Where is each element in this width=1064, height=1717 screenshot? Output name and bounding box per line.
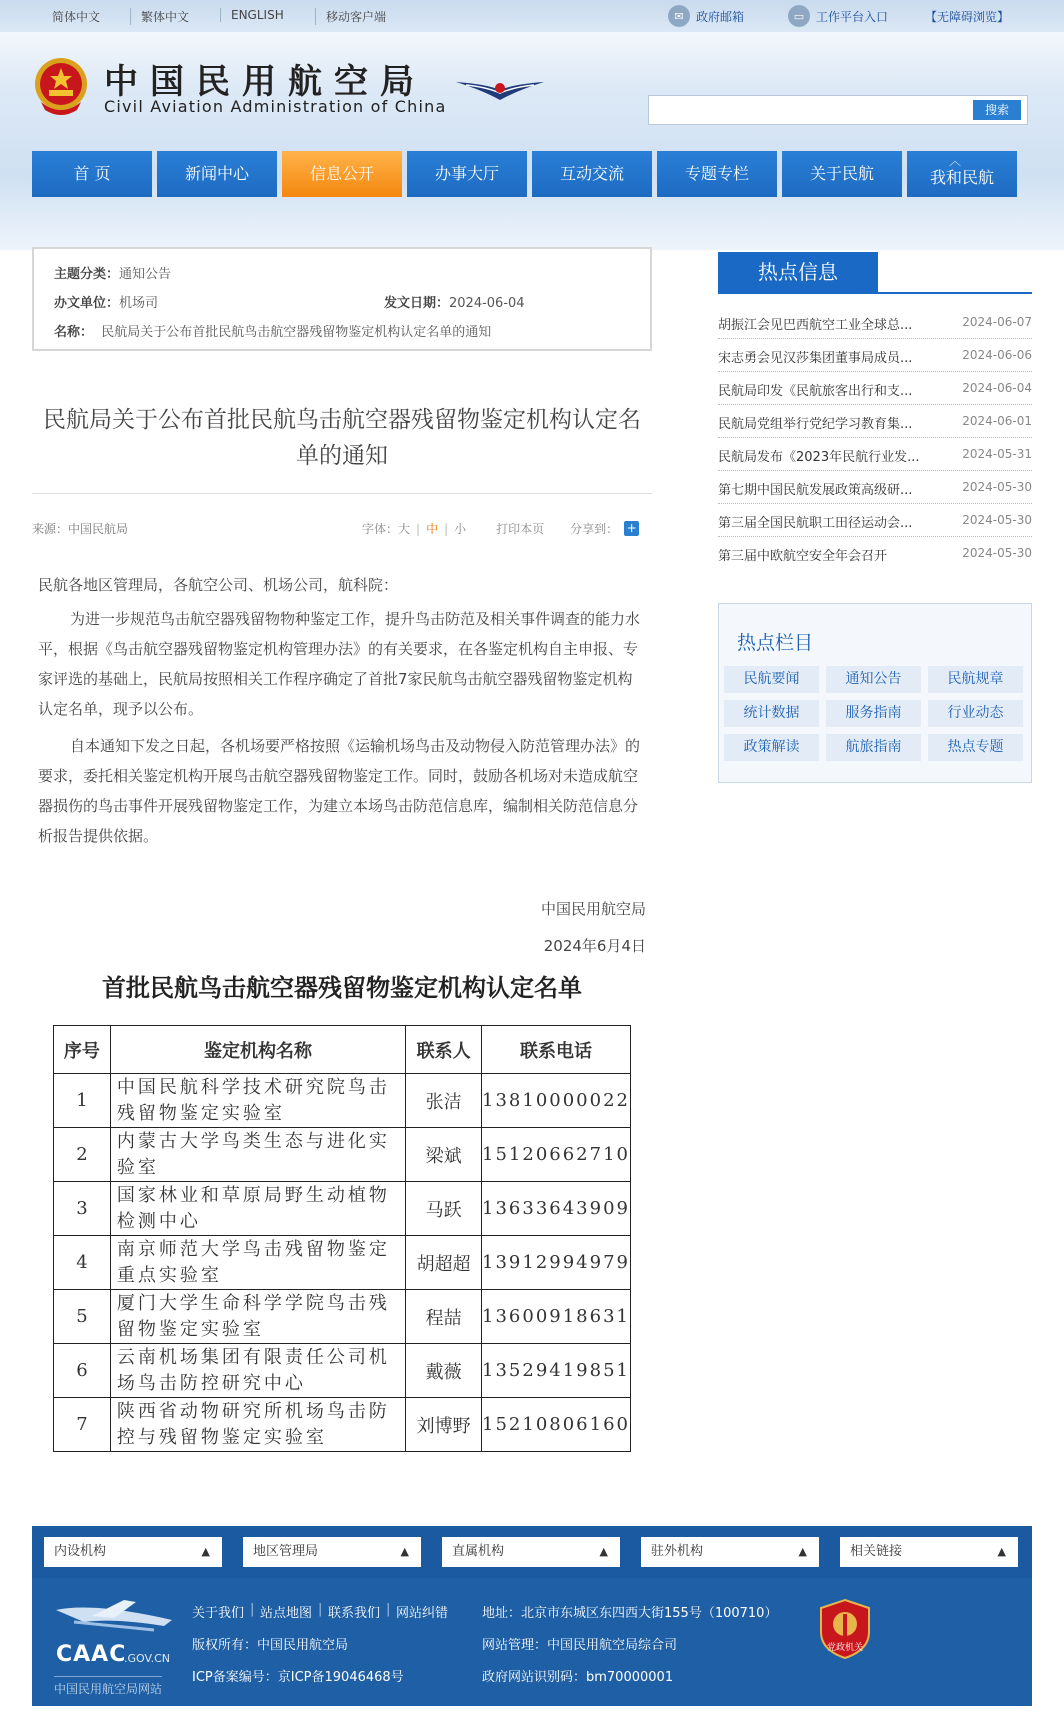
col-regulations[interactable]: 民航规章 xyxy=(928,666,1023,693)
select-internal-org-label: 内设机构 xyxy=(54,1544,107,1559)
hot-item-title: 民航局党组举行党纪学习教育集... xyxy=(718,417,913,432)
article-tools xyxy=(362,520,639,537)
row-phone: 13912994979 xyxy=(482,1236,631,1290)
meta-office xyxy=(54,292,158,311)
select-affiliated-org-label: 直属机构 xyxy=(452,1544,505,1559)
lang-traditional[interactable]: 繁体中文 xyxy=(130,8,189,25)
th-phone: 联系电话 xyxy=(482,1026,631,1074)
hot-item-title: 宋志勇会见汉莎集团董事局成员... xyxy=(718,351,913,366)
row-name: 国家林业和草原局野生动植物检测中心 xyxy=(110,1182,405,1236)
footer-select-bar xyxy=(32,1526,1032,1578)
hot-info-tab[interactable]: 热点信息 xyxy=(718,252,878,292)
share-label: 分享到： xyxy=(570,522,619,536)
caac-plane-logo-icon xyxy=(54,1596,174,1636)
row-name: 内蒙古大学鸟类生态与进化实验室 xyxy=(110,1128,405,1182)
doc-meta-box xyxy=(32,247,652,351)
row-no: 4 xyxy=(54,1236,111,1290)
row-no: 6 xyxy=(54,1344,111,1398)
monitor-icon: ▭ xyxy=(788,5,810,27)
search-input[interactable] xyxy=(649,96,969,124)
table-row xyxy=(54,1182,631,1236)
select-regional-admin[interactable] xyxy=(243,1537,421,1567)
row-no: 2 xyxy=(54,1128,111,1182)
lang-simplified[interactable]: 简体中文 xyxy=(52,10,101,24)
chevron-up-icon: ▲ xyxy=(599,1545,608,1558)
nav-topics[interactable]: 专题专栏 xyxy=(657,151,777,197)
salutation: 民航各地区管理局，各航空公司、机场公司，航科院： xyxy=(38,576,399,594)
row-phone: 13633643909 xyxy=(482,1182,631,1236)
col-notices[interactable]: 通知公告 xyxy=(826,666,921,693)
hot-info-divider xyxy=(718,292,1032,294)
select-related-links[interactable] xyxy=(840,1537,1018,1567)
row-phone: 13600918631 xyxy=(482,1290,631,1344)
chevron-up-icon: ▲ xyxy=(798,1545,807,1558)
nav-info-disclosure[interactable]: 信息公开 xyxy=(282,151,402,197)
sign-date: 2024年6月4日 xyxy=(543,937,646,955)
footer-copyright: 版权所有：中国民用航空局 xyxy=(192,1638,349,1653)
nav-me-and-caac-label: 我和民航 xyxy=(929,168,994,187)
nav-home[interactable]: 首 页 xyxy=(32,151,152,197)
select-related-links-label: 相关链接 xyxy=(850,1544,903,1559)
meta-name xyxy=(54,321,491,340)
table-row xyxy=(54,1128,631,1182)
col-hot-topics[interactable]: 热点专题 xyxy=(928,734,1023,761)
row-contact: 程喆 xyxy=(406,1290,482,1344)
footer-sitemap-link[interactable]: 站点地图 xyxy=(260,1606,313,1621)
lang-mobile[interactable]: 移动客户端 xyxy=(315,8,386,25)
list-item[interactable] xyxy=(718,438,1032,471)
select-overseas-org[interactable] xyxy=(641,1537,819,1567)
meta-topic-label: 主题分类： xyxy=(54,267,120,282)
row-name: 厦门大学生命科学学院鸟击残留物鉴定实验室 xyxy=(110,1290,405,1344)
lang-english[interactable]: ENGLISH xyxy=(220,8,284,22)
nav-me-and-caac[interactable] xyxy=(907,151,1017,197)
hot-item-title: 第三届全国民航职工田径运动会... xyxy=(718,516,913,531)
meta-date-label: 发文日期： xyxy=(384,296,450,311)
footer-contact-link[interactable]: 联系我们 xyxy=(328,1606,381,1621)
select-regional-admin-label: 地区管理局 xyxy=(253,1544,319,1559)
row-contact: 胡超超 xyxy=(406,1236,482,1290)
col-policy-interpretation[interactable]: 政策解读 xyxy=(724,734,819,761)
search-button[interactable]: 搜索 xyxy=(973,100,1021,120)
table-row xyxy=(54,1398,631,1452)
col-caac-news[interactable]: 民航要闻 xyxy=(724,666,819,693)
chevron-up-icon: ▲ xyxy=(997,1545,1006,1558)
meta-name-label: 名称： xyxy=(54,325,94,340)
article-title: 民航局关于公布首批民航鸟击航空器残留物鉴定机构认定名单的通知 xyxy=(43,407,641,469)
chevron-up-icon: ▲ xyxy=(400,1545,409,1558)
footer-admin: 网站管理：中国民用航空局综合司 xyxy=(482,1638,678,1653)
footer xyxy=(32,1526,1032,1706)
row-name: 云南机场集团有限责任公司机场鸟击防控研究中心 xyxy=(110,1344,405,1398)
meta-office-value: 机场司 xyxy=(119,296,159,311)
gov-mail-link[interactable] xyxy=(668,5,744,27)
col-service-guide[interactable]: 服务指南 xyxy=(826,700,921,727)
list-item[interactable] xyxy=(718,537,1032,570)
chevron-up-icon: ▲ xyxy=(201,1545,210,1558)
party-gov-badge[interactable] xyxy=(817,1598,873,1660)
table-row xyxy=(54,1236,631,1290)
row-no: 5 xyxy=(54,1290,111,1344)
list-item[interactable] xyxy=(718,372,1032,405)
list-item[interactable] xyxy=(718,306,1032,339)
footer-address: 地址：北京市东城区东四西大街155号（100710） xyxy=(482,1606,778,1621)
accessibility-link[interactable]: 【无障碍浏览】 xyxy=(925,10,1010,24)
footer-about-link[interactable]: 关于我们 xyxy=(192,1606,245,1621)
meta-office-label: 办文单位： xyxy=(54,296,120,311)
gov-mail-label: 政府邮箱 xyxy=(696,9,745,24)
caac-site-name: 中国民用航空局网站 xyxy=(54,1676,162,1697)
hot-item-date: 2024-06-01 xyxy=(962,414,1032,428)
row-phone: 15210806160 xyxy=(482,1398,631,1452)
footer-link-separator: | xyxy=(318,1602,323,1617)
hot-item-title: 第七期中国民航发展政策高级研... xyxy=(718,483,913,498)
logo-en-text: Civil Aviation Administration of China xyxy=(104,97,447,116)
hot-item-title: 民航局发布《2023年民航行业发... xyxy=(718,450,920,465)
row-contact: 张洁 xyxy=(406,1074,482,1128)
table-row xyxy=(54,1344,631,1398)
header-background xyxy=(0,0,1064,250)
national-emblem-icon xyxy=(33,56,89,116)
th-no: 序号 xyxy=(54,1026,111,1074)
row-phone: 13529419851 xyxy=(482,1344,631,1398)
row-contact: 刘博野 xyxy=(406,1398,482,1452)
hot-item-date: 2024-05-30 xyxy=(962,513,1032,527)
hot-item-title: 第三届中欧航空安全年会召开 xyxy=(718,549,888,564)
hot-item-date: 2024-05-30 xyxy=(962,480,1032,494)
font-small-button[interactable]: 小 xyxy=(454,522,467,536)
row-no: 7 xyxy=(54,1398,111,1452)
meta-topic-value: 通知公告 xyxy=(119,267,172,282)
list-title: 首批民航鸟击航空器残留物鉴定机构认定名单 xyxy=(102,973,582,1002)
row-name: 南京师范大学鸟击残留物鉴定重点实验室 xyxy=(110,1236,405,1290)
hot-item-date: 2024-06-07 xyxy=(962,315,1032,329)
meta-topic xyxy=(54,263,171,282)
footer-link-separator: | xyxy=(250,1602,255,1617)
table-header-row xyxy=(54,1026,631,1074)
row-contact: 戴薇 xyxy=(406,1344,482,1398)
hot-item-date: 2024-05-30 xyxy=(962,546,1032,560)
col-travel-guide[interactable]: 航旅指南 xyxy=(826,734,921,761)
nav-service-hall[interactable]: 办事大厅 xyxy=(407,151,527,197)
title-divider xyxy=(32,493,652,494)
row-name: 中国民航科学技术研究院鸟击残留物鉴定实验室 xyxy=(110,1074,405,1128)
list-item[interactable] xyxy=(718,504,1032,537)
hot-item-date: 2024-06-04 xyxy=(962,381,1032,395)
row-phone: 15120662710 xyxy=(482,1128,631,1182)
hot-item-title: 胡振江会见巴西航空工业全球总... xyxy=(718,318,913,333)
row-name: 陕西省动物研究所机场鸟击防控与残留物鉴定实验室 xyxy=(110,1398,405,1452)
list-item[interactable] xyxy=(718,339,1032,372)
work-platform-label: 工作平台入口 xyxy=(816,9,889,24)
print-button[interactable]: 打印本页 xyxy=(496,522,545,536)
logo-cn-text: 中国民用航空局 xyxy=(104,62,426,102)
hot-item-date: 2024-05-31 xyxy=(962,447,1032,461)
col-industry-news[interactable]: 行业动态 xyxy=(928,700,1023,727)
row-contact: 梁斌 xyxy=(406,1128,482,1182)
table-row xyxy=(54,1074,631,1128)
font-big-button[interactable]: 大 xyxy=(398,522,411,536)
caac-wordmark: CAAC xyxy=(56,1642,127,1667)
hot-item-title: 民航局印发《民航旅客出行和支... xyxy=(718,384,913,399)
list-item[interactable] xyxy=(718,471,1032,504)
work-platform-link[interactable] xyxy=(788,5,888,27)
nav-interaction[interactable]: 互动交流 xyxy=(532,151,652,197)
nav-news[interactable]: 新闻中心 xyxy=(157,151,277,197)
hot-columns-box xyxy=(718,603,1032,783)
row-phone: 13810000022 xyxy=(482,1074,631,1128)
footer-gov-id: 政府网站识别码：bm70000001 xyxy=(482,1670,674,1685)
row-no: 3 xyxy=(54,1182,111,1236)
caac-gov-suffix: .GOV.CN xyxy=(124,1652,170,1665)
list-item[interactable] xyxy=(718,405,1032,438)
footer-icp: ICP备案编号：京ICP备19046468号 xyxy=(192,1670,404,1685)
sign-org: 中国民用航空局 xyxy=(540,900,646,918)
paragraph-2: 自本通知下发之日起，各机场要严格按照《运输机场鸟击及动物侵入防范管理办法》的要求，委托相关鉴定机构开展鸟击航空器残留物鉴定工作。同时，鼓励各机场对未造成航空器损伤的鸟击事件开展残留物鉴定工作，为建立本场鸟击防范信息库，编制相关防范信息分析报告提供依据。 xyxy=(38,737,641,845)
footer-link-separator: | xyxy=(386,1602,391,1617)
select-affiliated-org[interactable] xyxy=(442,1537,620,1567)
select-overseas-org-label: 驻外机构 xyxy=(651,1544,704,1559)
search-box xyxy=(648,95,1028,125)
hot-columns-title: 热点栏目 xyxy=(737,632,814,654)
th-contact: 联系人 xyxy=(406,1026,482,1074)
row-contact: 马跃 xyxy=(406,1182,482,1236)
caac-wings-logo-icon xyxy=(456,74,544,102)
share-plus-icon[interactable]: + xyxy=(624,521,639,536)
font-size-label: 字体： xyxy=(362,522,399,536)
font-mid-button[interactable]: 中 xyxy=(426,522,439,536)
meta-date-value: 2024-06-04 xyxy=(449,296,525,311)
wings-small-icon: ︿ xyxy=(949,154,962,168)
select-internal-org[interactable] xyxy=(44,1537,222,1567)
col-statistics[interactable]: 统计数据 xyxy=(724,700,819,727)
party-gov-badge-label: 党政机关 xyxy=(826,1643,863,1653)
tool-separator: | xyxy=(444,521,449,536)
footer-error-report-link[interactable]: 网站纠错 xyxy=(396,1606,449,1621)
table-row xyxy=(54,1290,631,1344)
meta-name-value: 民航局关于公布首批民航鸟击航空器残留物鉴定机构认定名单的通知 xyxy=(101,325,492,340)
article-source: 来源：中国民航局 xyxy=(32,522,129,536)
mail-icon: ✉ xyxy=(668,5,690,27)
main-nav xyxy=(32,151,1017,197)
institution-table xyxy=(53,1025,631,1452)
row-no: 1 xyxy=(54,1074,111,1128)
th-name: 鉴定机构名称 xyxy=(110,1026,405,1074)
paragraph-1: 为进一步规范鸟击航空器残留物物种鉴定工作，提升鸟击防范及相关事件调查的能力水平，根据《鸟击航空器残留物鉴定机构管理办法》的有关要求，在各鉴定机构自主申报、专家评选的基础上，民航局按照相关工作程序确定了首批7家民航鸟击航空器残留物鉴定机构认定名单，现予以公布。 xyxy=(38,610,641,718)
nav-about[interactable]: 关于民航 xyxy=(782,151,902,197)
tool-separator: | xyxy=(416,521,421,536)
meta-date xyxy=(384,292,525,311)
hot-item-date: 2024-06-06 xyxy=(962,348,1032,362)
